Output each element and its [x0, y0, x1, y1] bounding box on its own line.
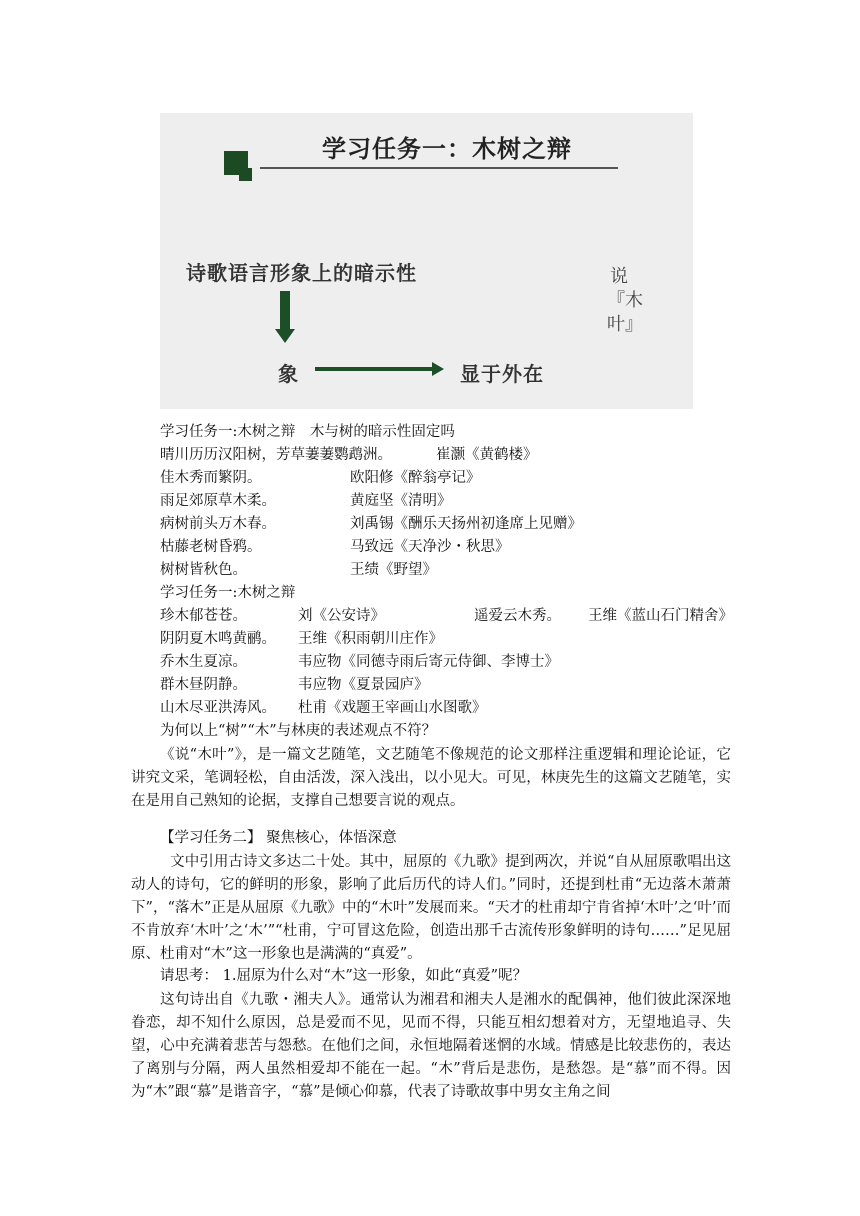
poem-source: 韦应物《夏景园庐》 [298, 677, 429, 693]
answer-paragraph: 《说“木叶”》，是一篇文艺随笔，文艺随笔不像规范的论文那样注重逻辑和理论论证，它讲究文采，笔调轻松，自由活泼，深入浅出，以小见大。可见，林庚先生的这篇文艺随笔，实在是用自己熟知的论据，支撑自己想要言说的观点。 [131, 747, 731, 809]
poem-line: 晴川历历汉阳树，芳草萋萋鹦鹉洲。 [160, 447, 392, 463]
poem-line: 枯藤老树昏鸦。 [160, 539, 262, 555]
slide-title: 学习任务一：木树之辩 [322, 135, 572, 163]
slide-node-xian: 显于外在 [460, 362, 544, 386]
poem-source: 杜甫《戏题王宰画山水图歌》 [298, 700, 487, 716]
title-divider [260, 167, 618, 169]
section1-header: 学习任务一:木树之辩 木与树的暗示性固定吗 [160, 424, 455, 440]
poem-line: 病树前头万木春。 [160, 516, 276, 532]
poem-source: 韦应物《同德寺雨后寄元侍御、李博士》 [298, 654, 559, 670]
poem-line: 佳木秀而繁阴。 [160, 470, 262, 486]
arrow-right-shaft [315, 367, 435, 371]
poem-line: 群木昼阴静。 [160, 677, 247, 693]
poem-source: 欧阳修《醉翁亭记》 [350, 470, 481, 486]
slide-node-xiang: 象 [278, 362, 298, 386]
poem-line: 珍木郁苍苍。 [160, 608, 247, 624]
poem-source: 刘禹锡《酬乐天扬州初逢席上见赠》 [350, 516, 582, 532]
arrow-right-icon [432, 362, 444, 376]
task2-question: 请思考： 1.屈原为什么对“木”这一形象，如此“真爱”呢？ [160, 968, 528, 984]
poem-source: 黄庭坚《清明》 [350, 493, 452, 509]
poem-line: 乔木生夏凉。 [160, 654, 247, 670]
task2-answer-paragraph: 这句诗出自《九歌・湘夫人》。通常认为湘君和湘夫人是湘水的配偶神，他们彼此深深地眷恋，却不知什么原因，总是爱而不见，见而不得，只能互相幻想着对方，无望地追寻、失望，心中充满着悲苦与怨愁。在他们之间，永恒地隔着迷惘的水域。情感是比较悲伤的，表达了离别与分隔，两人虽然相爱却不能在一起。“木”背后是悲伤，是愁怨。是“慕”而不得。因为“木”跟“慕”是谐音字，“慕”是倾心仰慕，代表了诗歌故事中男女主角之间 [131, 992, 731, 1100]
title-square-small-icon [239, 168, 252, 181]
slide-image [160, 113, 693, 409]
poem-source: 王维《蓝山石门精舍》 [588, 608, 733, 624]
arrow-down-icon [275, 329, 295, 343]
task2-paragraph: 文中引用古诗文多达二十处。其中，屈原的《九歌》提到两次，并说“自从屈原歌唱出这动人的诗句，它的鲜明的形象，影响了此后历代的诗人们。”同时，还提到杜甫“无边落木萧萧下”，“落木”正是从屈原《九歌》中的“木叶”发展而来。“天才的杜甫却宁肯省掉‘木叶’之‘叶’而不肯放弃‘木叶’之‘木’”“杜甫，宁可冒这危险，创造出那千古流传形象鲜明的诗句……”足见屈原、杜甫对“木”这一形象也是满满的“真爱”。 [131, 854, 731, 962]
poem-source: 王绩《野望》 [350, 562, 437, 578]
poem-source: 刘《公安诗》 [298, 608, 385, 624]
poem-source: 崔灏《黄鹤楼》 [436, 447, 538, 463]
slide-vertical-label: 说『木叶』 [607, 266, 643, 335]
section2-header: 学习任务一:木树之辩 [160, 585, 296, 601]
task2-header: 【学习任务二】 聚焦核心，体悟深意 [160, 830, 397, 846]
poem-line: 山木尽亚洪涛风。 [160, 700, 276, 716]
question-text: 为何以上“树”“木”与林庚的表述观点不符？ [160, 723, 437, 739]
poem-source: 马致远《天净沙・秋思》 [350, 539, 510, 555]
poem-line: 雨足郊原草木柔。 [160, 493, 276, 509]
poem-line: 阴阴夏木鸣黄鹂。 [160, 631, 276, 647]
poem-line: 树树皆秋色。 [160, 562, 247, 578]
poem-source: 王维《积雨朝川庄作》 [298, 631, 443, 647]
slide-main-text: 诗歌语言形象上的暗示性 [186, 261, 417, 285]
poem-line: 遥爱云木秀。 [474, 608, 561, 624]
arrow-down-shaft [280, 291, 290, 331]
